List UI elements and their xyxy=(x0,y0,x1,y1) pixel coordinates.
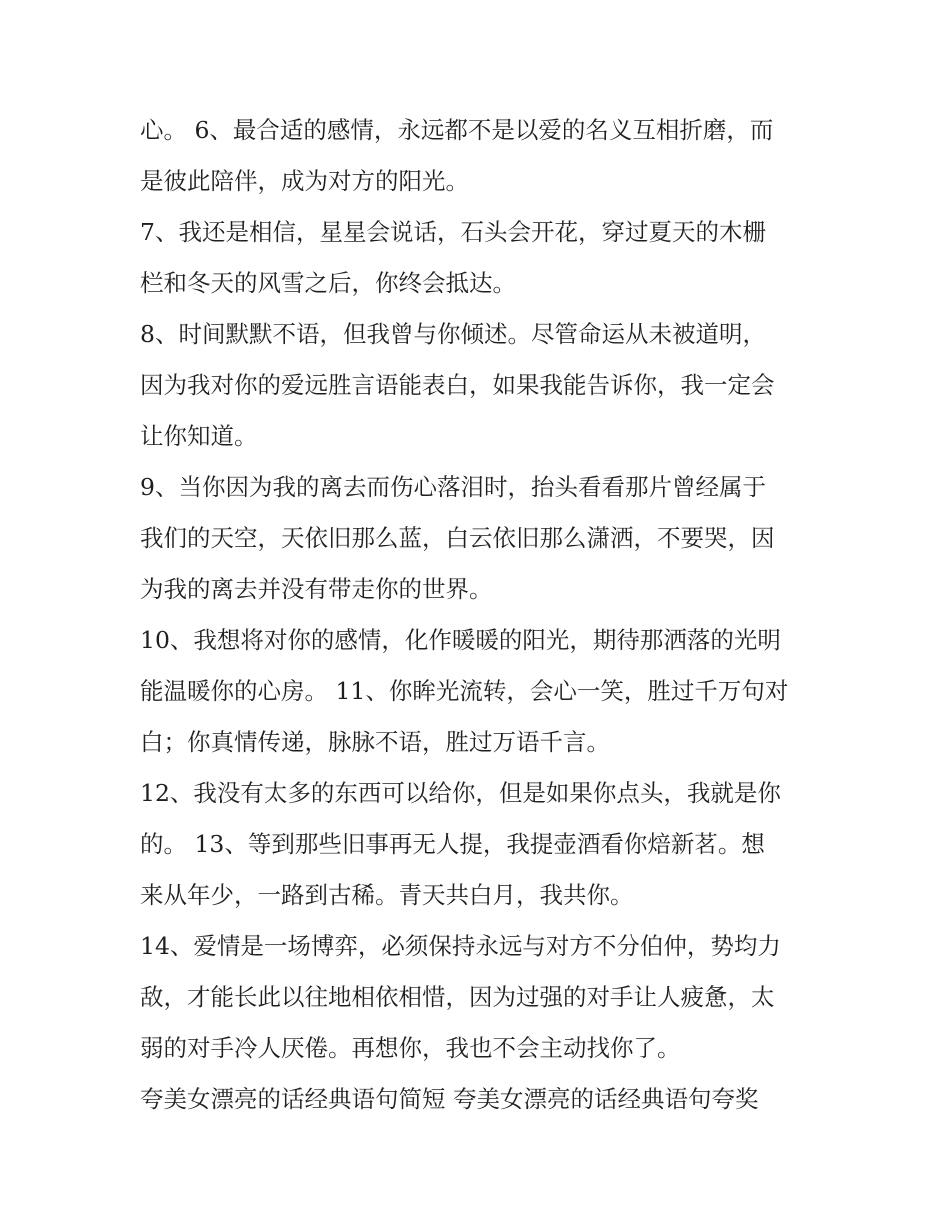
text-line-9: 我们的天空，天依旧那么蓝，白云依旧那么潇洒，不要哭，因 xyxy=(140,524,775,552)
text-line-16: 来从年少，一路到古稀。青天共白月，我共你。 xyxy=(140,881,634,909)
text-line-15: 的。 13、等到那些旧事再无人提，我提壶酒看你焙新茗。想 xyxy=(140,830,765,858)
text-line-10: 为我的离去并没有带走你的世界。 xyxy=(140,575,493,603)
text-line-11: 10、我想将对你的感情，化作暖暖的阳光，期待那洒落的光明 xyxy=(140,626,781,654)
text-line-12: 能温暖你的心房。 11、你眸光流转，会心一笑，胜过千万句对 xyxy=(140,677,789,705)
text-line-8: 9、当你因为我的离去而伤心落泪时，抬头看看那片曾经属于 xyxy=(140,473,766,501)
text-line-5: 8、时间默默不语，但我曾与你倾述。尽管命运从未被道明， xyxy=(140,320,766,348)
text-line-20: 夸美女漂亮的话经典语句简短 夸美女漂亮的话经典语句夸奖 xyxy=(140,1085,759,1113)
text-line-14: 12、我没有太多的东西可以给你，但是如果你点头，我就是你 xyxy=(140,779,781,807)
text-line-2: 是彼此陪伴，成为对方的阳光。 xyxy=(140,167,469,195)
text-line-3: 7、我还是相信，星星会说话，石头会开花，穿过夏天的木栅 xyxy=(140,218,766,246)
document-body xyxy=(140,105,820,1125)
text-line-4: 栏和冬天的风雪之后，你终会抵达。 xyxy=(140,269,516,297)
text-line-17: 14、爱情是一场博弈，必须保持永远与对方不分伯仲，势均力 xyxy=(140,932,781,960)
text-line-13: 白；你真情传递，脉脉不语，胜过万语千言。 xyxy=(140,728,610,756)
text-line-6: 因为我对你的爱远胜言语能表白，如果我能告诉你，我一定会 xyxy=(140,371,775,399)
text-line-18: 敌，才能长此以往地相依相惜，因为过强的对手让人疲惫，太 xyxy=(140,983,775,1011)
text-line-7: 让你知道。 xyxy=(140,422,258,450)
text-line-1: 心。 6、最合适的感情，永远都不是以爱的名义互相折磨，而 xyxy=(140,116,774,144)
text-line-19: 弱的对手冷人厌倦。再想你，我也不会主动找你了。 xyxy=(140,1034,681,1062)
